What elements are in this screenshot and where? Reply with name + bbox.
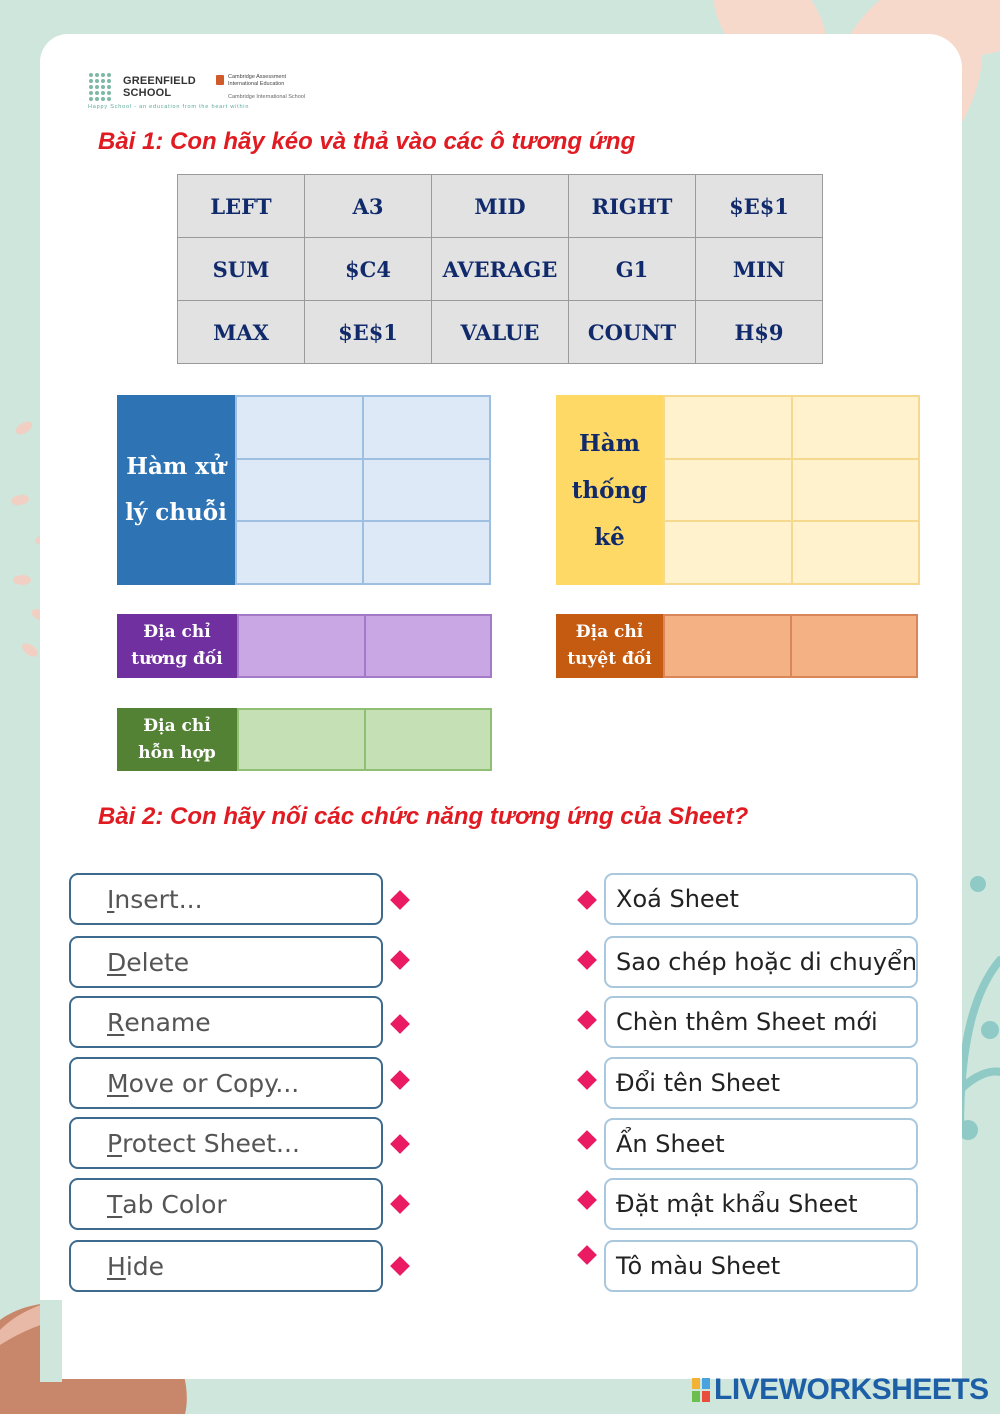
word-tile[interactable]: A3 — [305, 175, 432, 238]
access-key: I — [107, 884, 115, 914]
function-option[interactable]: Đặt mật khẩu Sheet — [604, 1178, 918, 1230]
drop-cell[interactable] — [792, 396, 920, 459]
access-key: T — [107, 1189, 123, 1219]
school-name: GREENFIELD SCHOOL — [123, 75, 196, 99]
zone-statistical-functions — [556, 395, 920, 585]
drop-cell[interactable] — [238, 615, 365, 677]
menu-option-label: rotect Sheet... — [122, 1128, 300, 1158]
word-bank-row — [178, 301, 823, 364]
exercise1-title: Bài 1: Con hãy kéo và thả vào các ô tương ứng — [98, 128, 636, 155]
access-key: P — [107, 1128, 123, 1158]
word-tile[interactable]: MAX — [178, 301, 305, 364]
function-option[interactable]: Chèn thêm Sheet mới — [604, 996, 918, 1048]
menu-option-rename[interactable] — [69, 996, 383, 1048]
liveworksheets-logo — [692, 1373, 989, 1407]
word-tile[interactable]: $C4 — [305, 238, 432, 301]
paper-notch — [40, 1300, 62, 1382]
liveworksheets-icon — [692, 1378, 710, 1402]
word-tile[interactable]: MID — [432, 175, 569, 238]
menu-option-protect-sheet[interactable] — [69, 1117, 383, 1169]
zone-label: Địa chỉ hỗn hợp — [117, 708, 237, 771]
drop-cell[interactable] — [236, 459, 363, 522]
menu-option-tab-color[interactable] — [69, 1178, 383, 1230]
word-tile[interactable]: H$9 — [696, 301, 823, 364]
drop-cell[interactable] — [236, 521, 363, 584]
zone-absolute-address — [556, 614, 918, 678]
school-logo — [88, 72, 306, 112]
access-key: D — [107, 947, 127, 977]
access-key: R — [107, 1007, 125, 1037]
function-option[interactable]: Đổi tên Sheet — [604, 1057, 918, 1109]
menu-option-label: nsert... — [114, 884, 203, 914]
function-option[interactable]: Sao chép hoặc di chuyển — [604, 936, 918, 988]
word-tile[interactable]: LEFT — [178, 175, 305, 238]
drop-cell[interactable] — [363, 521, 490, 584]
zone-string-functions — [117, 395, 491, 585]
word-tile[interactable]: VALUE — [432, 301, 569, 364]
menu-option-move-copy[interactable] — [69, 1057, 383, 1109]
word-tile[interactable]: MIN — [696, 238, 823, 301]
function-option[interactable]: Tô màu Sheet — [604, 1240, 918, 1292]
greenfield-dots-icon — [88, 72, 118, 102]
drop-cell[interactable] — [791, 615, 918, 677]
word-tile[interactable]: COUNT — [569, 301, 696, 364]
drop-cell[interactable] — [363, 459, 490, 522]
zone-label: Hàm thống kê — [556, 395, 663, 585]
word-tile[interactable]: AVERAGE — [432, 238, 569, 301]
menu-option-label: ename — [124, 1007, 211, 1037]
drop-cell[interactable] — [792, 521, 920, 584]
drop-cell[interactable] — [363, 396, 490, 459]
drop-cell[interactable] — [792, 459, 920, 522]
drop-cell[interactable] — [238, 709, 365, 770]
word-tile[interactable]: $E$1 — [305, 301, 432, 364]
word-bank-row — [178, 238, 823, 301]
menu-option-delete[interactable] — [69, 936, 383, 988]
drop-cell[interactable] — [664, 521, 792, 584]
drop-cell[interactable] — [664, 615, 791, 677]
school-tagline: Happy School - an education from the heart within — [88, 104, 250, 110]
word-bank-row — [178, 175, 823, 238]
word-tile[interactable]: $E$1 — [696, 175, 823, 238]
menu-option-label: elete — [126, 947, 190, 977]
partner-name: Cambridge Assessment International Education — [228, 74, 287, 87]
menu-option-label: ove or Copy... — [128, 1068, 300, 1098]
menu-option-hide[interactable] — [69, 1240, 383, 1292]
access-key: M — [107, 1068, 129, 1098]
zone-mixed-address — [117, 708, 492, 771]
zone-label: Địa chỉ tương đối — [117, 614, 237, 678]
exercise2-title: Bài 2: Con hãy nối các chức năng tương ứng của Sheet? — [98, 803, 749, 830]
zone-label: Địa chỉ tuyệt đối — [556, 614, 663, 678]
word-bank — [177, 174, 823, 364]
drop-cell[interactable] — [236, 396, 363, 459]
zone-relative-address — [117, 614, 492, 678]
zone-label: Hàm xử lý chuỗi — [117, 395, 235, 585]
menu-option-insert[interactable] — [69, 873, 383, 925]
word-tile[interactable]: SUM — [178, 238, 305, 301]
word-tile[interactable]: G1 — [569, 238, 696, 301]
cambridge-shield-icon — [216, 75, 224, 85]
partner-subtitle: Cambridge International School — [228, 94, 306, 100]
access-key: H — [107, 1251, 126, 1281]
drop-cell[interactable] — [365, 615, 492, 677]
drop-cell[interactable] — [664, 459, 792, 522]
drop-cell[interactable] — [664, 396, 792, 459]
function-option[interactable]: Xoá Sheet — [604, 873, 918, 925]
function-option[interactable]: Ẩn Sheet — [604, 1118, 918, 1170]
menu-option-label: ab Color — [122, 1189, 227, 1219]
liveworksheets-brand: LIVEWORKSHEETS — [714, 1373, 989, 1406]
drop-cell[interactable] — [365, 709, 492, 770]
menu-option-label: ide — [125, 1251, 165, 1281]
word-tile[interactable]: RIGHT — [569, 175, 696, 238]
